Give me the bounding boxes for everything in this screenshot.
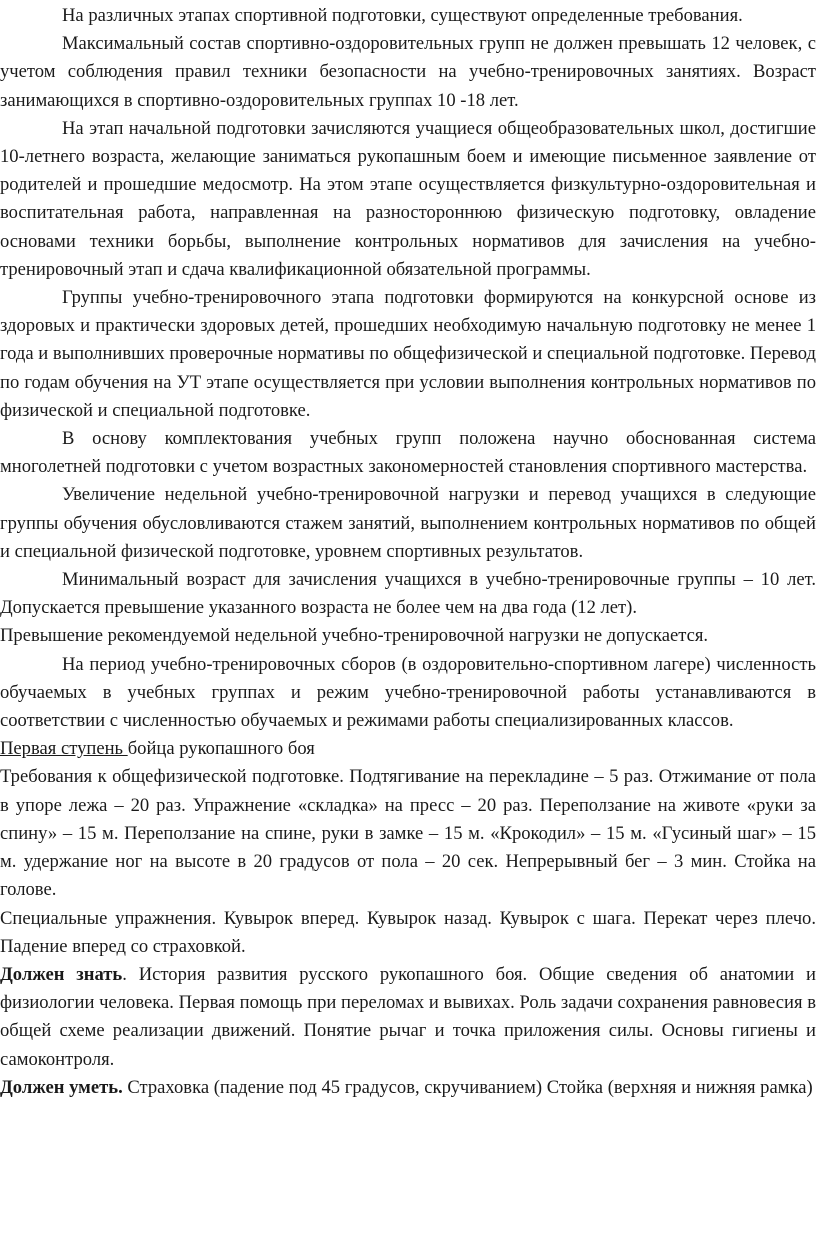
must-know-label: Должен знать (0, 963, 123, 985)
paragraph-group-size: Максимальный состав спортивно-оздоровительных групп не должен превышать 12 человек, с учетом соблюдения правил техники безопасности на учебно-тренировочных занятиях. Возраст занимающихся в спортивно-оздоровительных группах 10 -18 лет. (0, 33, 816, 111)
paragraph-load-increase: Увеличение недельной учебно-тренировочной нагрузки и перевод учащихся в следующие группы обучения обусловливаются стажем занятий, выполнением контрольных нормативов по общей и специальной физической подготовке, уровнем спортивных результатов. (0, 484, 816, 562)
must-know-text: . История развития русского рукопашного боя. Общие сведения об анатомии и физиологии человека. Первая помощь при переломах и вывихах. Роль задачи сохранения равновесия в общей схеме реализации движений. Понятие рычаг и точка приложения силы. Основы гигиены и самоконтроля. (0, 963, 816, 1070)
must-do-label: Должен уметь. (0, 1076, 123, 1098)
paragraph-load-limit: Превышение рекомендуемой недельной учебно-тренировочной нагрузки не допускается. (0, 625, 709, 647)
paragraph-stages-intro: На различных этапах спортивной подготовки, существуют определенные требования. (62, 5, 743, 26)
paragraph-must-do (0, 1074, 816, 1102)
paragraph-minimum-age: Минимальный возраст для зачисления учащихся в учебно-тренировочные группы – 10 лет. Допускается превышение указанного возраста не более чем на два года (12 лет). (0, 569, 816, 619)
paragraph-training-groups: Группы учебно-тренировочного этапа подготовки формируются на конкурсной основе из здоровых и практически здоровых детей, прошедших необходимую начальную подготовку не менее 1 года и выполнивших проверочные нормативы по общефизической и специальной подготовке. Перевод по годам обучения на УТ этапе осуществляется при условии выполнения контрольных нормативов по физической и специальной подготовке. (0, 287, 816, 421)
paragraph-special-exercises: Специальные упражнения. Кувырок вперед. Кувырок назад. Кувырок с шага. Перекат через плечо. Падение вперед со страховкой. (0, 907, 816, 957)
must-do-text: Страховка (падение под 45 градусов, скручиванием) Стойка (верхняя и нижняя рамка) (122, 1076, 813, 1098)
paragraph-physical-requirements: Требования к общефизической подготовке. Подтягивание на перекладине – 5 раз. Отжимание от пола в упоре лежа – 20 раз. Упражнение «складка» на пресс – 20 раз. Переползание на животе «руки за спину» – 15 м. Переползание на спине, руки в замке – 15 м. «Крокодил» – 15 м. «Гусиный шаг» – 15 м. удержание ног на высоте в 20 градусов от пола – 20 сек. Непрерывный бег – 3 мин. Стойка на голове. (0, 766, 816, 901)
step-heading-rest: бойца рукопашного боя (127, 738, 315, 760)
step-heading (0, 735, 816, 763)
step-heading-underlined: Первая ступень (0, 738, 128, 760)
paragraph-initial-stage: На этап начальной подготовки зачисляются учащиеся общеобразовательных школ, достигшие 10-летнего возраста, желающие заниматься рукопашным боем и имеющие письменное заявление от родителей и прошедшие медосмотр. На этом этапе осуществляется физкультурно-оздоровительная и воспитательная работа, направленная на разностороннюю физическую подготовку, овладение основами техники борьбы, выполнение контрольных нормативов для зачисления на учебно-тренировочный этап и сдача квалификационной обязательной программы. (0, 117, 816, 280)
paragraph-must-know (0, 961, 816, 1074)
paragraph-group-basis: В основу комплектования учебных групп положена научно обоснованная система многолетней подготовки с учетом возрастных закономерностей становления спортивного мастерства. (0, 428, 816, 478)
paragraph-camp-period: На период учебно-тренировочных сборов (в оздоровительно-спортивном лагере) численность обучаемых в учебных группах и режим учебно-тренировочной работы устанавливаются в соответствии с численностью обучаемых и режимами работы специализированных классов. (0, 653, 816, 732)
